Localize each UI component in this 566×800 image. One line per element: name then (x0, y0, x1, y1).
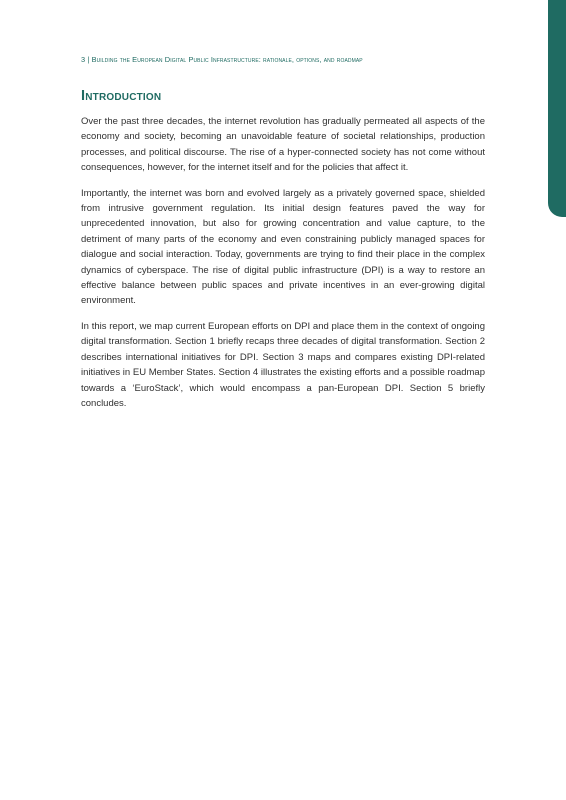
header-separator: | (87, 55, 90, 64)
paragraph: Over the past three decades, the internet revolution has gradually permeated all aspects of the economy and society, becoming an unavoidable feature of societal relationships, production processes, and political discourse. The rise of a hyper-connected society has not come without consequences, however, for the internet itself and for the policies that affect it. (81, 116, 485, 174)
section-title: Introduction (81, 88, 162, 104)
running-header (81, 55, 363, 64)
paragraph: In this report, we map current European efforts on DPI and place them in the context of ongoing digital transformation. Section 1 briefly recaps three decades of digital transformation. Section 2 describes international initiatives for DPI. Section 3 maps and compares existing DPI-related initiatives in EU Member States. Section 4 illustrates the existing efforts and a possible roadmap towards a ‘EuroStack’, which would encompass a pan-European DPI. Section 5 briefly concludes. (81, 320, 485, 409)
paragraph: Importantly, the internet was born and evolved largely as a privately governed space, shielded from intrusive government regulation. Its initial design features paved the way for unprecedented innovation, but also for growing concentration and value capture, to the detriment of many parts of the economy and even constraining publicly managed spaces for dialogue and social interaction. Today, governments are trying to find their place in the complex dynamics of cyberspace. The rise of digital public infrastructure (DPI) is a way to restore an effective balance between public spaces and private incentives in an ever-growing digital environment. (81, 187, 485, 307)
body-text (81, 114, 485, 421)
page-number: 3 (81, 55, 86, 64)
running-title: Building the European Digital Public Infrastructure: rationale, options, and roadmap (91, 55, 363, 64)
chapter-side-tab (548, 0, 566, 217)
